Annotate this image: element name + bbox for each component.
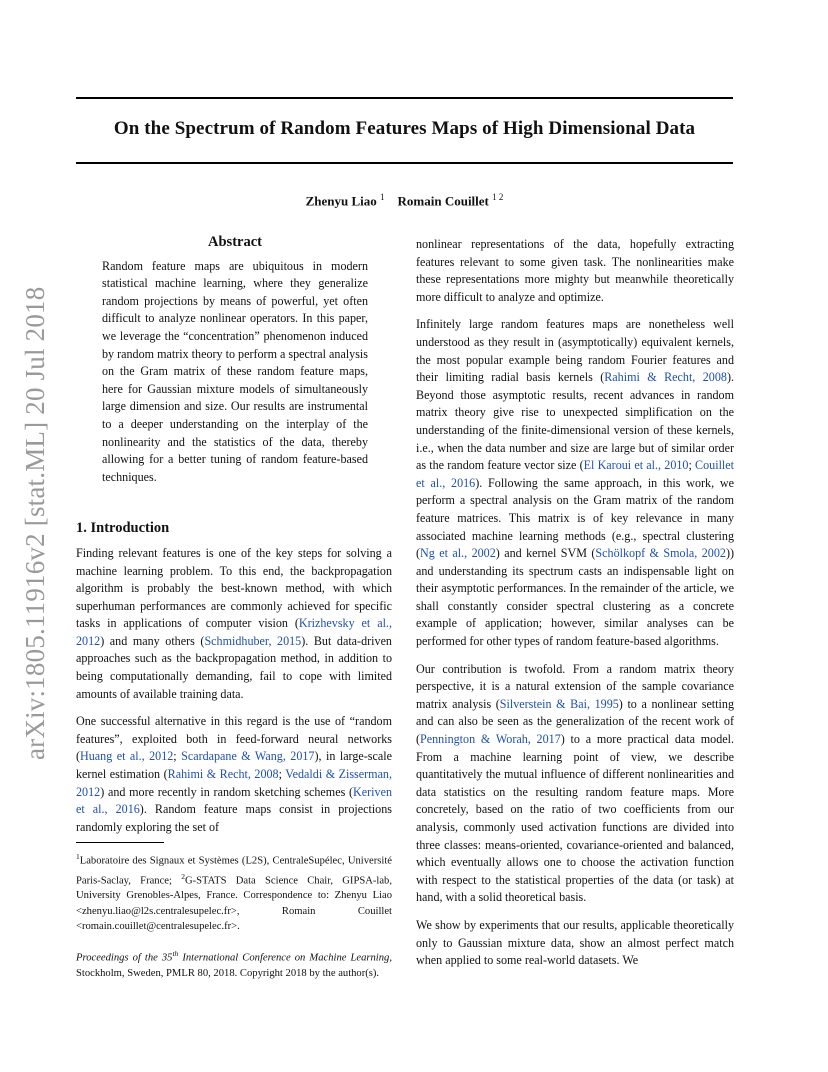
footnote-mark: 2	[181, 871, 185, 881]
citation-link[interactable]: Huang et al., 2012	[80, 749, 174, 764]
text-run: nonlinear representations of the data, hopefully extracting features relevant to some given task. The nonlinearities make these representations more mighty but meanwhile theoretically more difficult to analyze and optimize.	[416, 237, 734, 304]
text-run: ). Following the same approach, in this work, we perform a spectral analysis on the Gram matrix of the random feature matrices. This matrix is of key relevance in many associated machine learning methods (e.g., spectral clustering (	[416, 475, 734, 561]
text-run: One successful alternative in this regard is the use of “random features”, exploited both in feed-forward neural networks (	[76, 714, 392, 764]
abstract-heading: Abstract	[208, 234, 262, 250]
text-run: ). Random feature maps consist in projections randomly exploring the set of	[76, 802, 392, 834]
text-run: Infinitely large random features maps are nonetheless well understood as they result in (asymptotically) equivalent kernels, the most popular example being random Fourier features and their limiting radial basis kernels (	[416, 317, 734, 385]
proceedings-text: International Conference on Machine Learning	[178, 952, 390, 964]
top-rule	[76, 97, 733, 99]
arxiv-identifier-stamp: arXiv:1805.11916v2 [stat.ML] 20 Jul 2018	[20, 286, 50, 760]
proceedings-note	[76, 946, 392, 981]
text-run: ) and kernel SVM (	[495, 546, 596, 561]
affiliation-text: G-STATS Data Science Chair, GIPSA-lab, University Grenobles-Alpes, France. Correspondence to: Zhenyu Liao <zhenyu.liao@l2s.centralesupelec.fr>, Romain Couillet <romain.couillet@centralesupelec.fr>.	[76, 875, 392, 932]
footnote-rule	[76, 842, 164, 843]
citation-link[interactable]: Silverstein & Bai, 1995	[499, 696, 619, 711]
author-affiliation-mark: 1 2	[492, 192, 504, 202]
text-run: ;	[173, 749, 182, 764]
body-paragraph	[416, 917, 734, 970]
intro-paragraph	[76, 545, 392, 703]
citation-link[interactable]: Schölkopf & Smola, 2002	[595, 546, 726, 561]
citation-link[interactable]: Pennington & Worah, 2017	[420, 732, 561, 747]
proceedings-text: Proceedings of the 35	[76, 952, 173, 964]
citation-link[interactable]: Vedaldi & Zisserman, 2012	[76, 767, 393, 799]
citation-link[interactable]: Keriven et al., 2016	[76, 784, 392, 817]
citation-link[interactable]: Rahimi & Recht, 2008	[604, 370, 727, 385]
footnote-mark: 1	[76, 852, 80, 861]
text-run: Our contribution is twofold. From a random matrix theory perspective, it is a natural extension of the sample covariance matrix analysis (	[416, 661, 734, 711]
text-run: ) and more recently in random sketching schemes (	[100, 784, 354, 799]
body-paragraph	[416, 316, 734, 650]
author-name: Romain Couillet	[397, 193, 489, 209]
abstract-section	[102, 234, 368, 486]
footnotes	[76, 842, 392, 993]
abstract-text: Random feature maps are ubiquitous in modern statistical machine learning, where they generalize random projections by means of powerful, yet often difficult to analyze nonlinear operators. In this paper, we leverage the “concentration” phenomenon induced by random matrix theory to perform a spectral analysis on the Gram matrix of these random feature maps, here for Gaussian mixture models of simultaneously large dimension and size. Our results are instrumental to a deeper understanding on the interplay of the nonlinearity and the statistics of the data, thereby allowing for a better tuning of random feature-based techniques.	[102, 258, 368, 484]
body-paragraph	[416, 236, 734, 306]
text-run: ) to a nonlinear setting and can also be seen as the generalization of the recent work of (	[416, 696, 734, 747]
left-column	[76, 234, 392, 843]
affiliation-footnote	[76, 849, 392, 934]
title-bottom-rule	[76, 162, 733, 164]
author-list	[76, 192, 733, 209]
author-name: Zhenyu Liao	[305, 193, 377, 209]
body-paragraph	[416, 661, 734, 907]
right-column	[416, 236, 734, 977]
text-run: ;	[688, 458, 696, 473]
affiliation-text: Laboratoire des Signaux et Systèmes (L2S), CentraleSupélec, Université Paris-Saclay, France;	[76, 855, 392, 887]
citation-link[interactable]: El Karoui et al., 2010	[583, 458, 689, 473]
citation-link[interactable]: Krizhevsky et al., 2012	[76, 616, 392, 648]
proceedings-ordinal: th	[172, 949, 179, 959]
citation-link[interactable]: Schmidhuber, 2015	[204, 633, 302, 648]
text-run: Finding relevant features is one of the key steps for solving a machine learning problem. To this end, the backpropagation algorithm is probably the best-known method, with which superhuman performances are commonly achieved for specific tasks in applications of computer vision (	[76, 545, 392, 631]
text-run: ). But data-driven approaches such as the backpropagation method, in addition to being computationally demanding, fail to cope with limited amounts of available training data.	[76, 633, 392, 701]
text-run: ;	[278, 767, 286, 782]
text-run: ) to a more practical data model. From a machine learning point of view, we describe quantitatively the mutual influence of different nonlinearities and data statistics on the resulting random feature maps. More concretely, based on the ratio of two coefficients from our analysis, commonly used activation functions are divided into three classes: means-oriented, covariance-oriented and balanced, which eventually allows one to choose the activation function with respect to the statistical properties of the data (or task) at hand, with a solid theoretical basis.	[416, 732, 734, 905]
text-run: ). Beyond those asymptotic results, recent advances in random matrix theory give rise to unexpected simplification on the understanding of the finite-dimensional version of these kernels, i.e., when the data number and size are large but of similar order as the random feature vector size (	[416, 370, 734, 473]
proceedings-text: , Stockholm, Sweden, PMLR 80, 2018. Copyright 2018 by the author(s).	[76, 952, 392, 979]
text-run: We show by experiments that our results, applicable theoretically only to Gaussian mixture data, show an almost perfect match when applied to some real-world datasets. We	[416, 917, 734, 968]
citation-link[interactable]: Ng et al., 2002	[420, 546, 496, 561]
citation-link[interactable]: Rahimi & Recht, 2008	[167, 767, 279, 782]
text-run: ), in large-scale kernel estimation (	[76, 749, 392, 782]
section-heading-introduction: 1. Introduction	[76, 520, 170, 537]
citation-link[interactable]: Scardapane & Wang, 2017	[181, 749, 315, 764]
text-run: )) and understanding its spectrum casts an indispensable light on their asymptotic performances. In the remainder of the article, we shall constantly consider spectral clustering as a concrete example of application; however, similar analyses can be performed for other types of random feature-based algorithms.	[416, 546, 734, 649]
paper-title: On the Spectrum of Random Features Maps of High Dimensional Data	[113, 118, 696, 139]
intro-paragraph	[76, 713, 392, 836]
author-affiliation-mark: 1	[380, 192, 385, 202]
text-run: ) and many others (	[100, 633, 205, 648]
citation-link[interactable]: Couillet et al., 2016	[416, 458, 735, 490]
